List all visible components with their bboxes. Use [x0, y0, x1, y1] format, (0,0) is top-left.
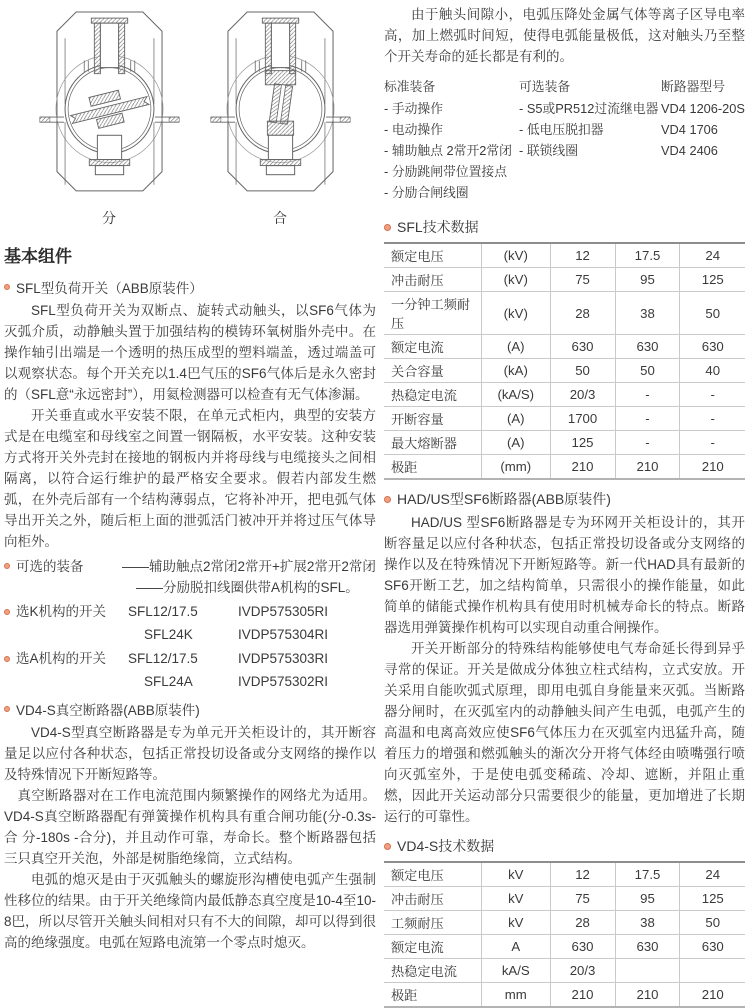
had-breaker-heading-label: HAD/US型SF6断路器(ABB原装件): [397, 491, 611, 507]
table-cell: (kA): [481, 359, 550, 383]
table-cell: 95: [615, 268, 680, 292]
table-cell: 210: [701, 459, 724, 474]
had-breaker-heading: [384, 489, 745, 509]
vd4-table-title: [384, 836, 745, 856]
switch-closed-figure: [203, 8, 358, 228]
diagram-closed-label: 合: [273, 210, 288, 226]
table-cell: 75: [550, 887, 615, 911]
table-cell: 最大熔断器: [384, 431, 481, 455]
table-cell: kV: [481, 862, 550, 887]
vd4-paragraph-3: 电弧的熄灭是由于灭弧触头的螺旋形沟槽使电弧产生强制性移位的结果。由于开关绝缘筒内最低静态真空度是10-4至10-8巴，所以尽管开关触头间相对只有不大的间隙，却可以得到很高的绝缘强度。电弧在短路电流第一个零点时熄灭。: [4, 872, 377, 950]
table-cell: 630: [550, 335, 615, 359]
had-paragraph-1: HAD/US 型SF6断路器是专为环网开关柜设计的，其开断容量足以应付各种状态，包括正常投切设备或分支网络的操作以及在特殊情况下开断短路等。新一代HAD具有最新的SF6开断工艺，加之结构简单，只需很小的操作能量，如此简单的储能式操作机构具有使用时机械寿命长的特点。断路器选用弹簧操作机构可以实现自动重合闸操作。: [384, 515, 745, 635]
table-cell: 极距: [384, 983, 481, 1008]
table-cell: 20/3: [550, 959, 615, 983]
optional-equipment-line-2: ——分励脱扣线圈供带A机构的SFL。: [136, 580, 359, 595]
table-cell: mm: [481, 983, 550, 1008]
table-cell: 40: [680, 359, 745, 383]
vd4-table-title-label: VD4-S技术数据: [397, 838, 495, 854]
table-cell: 630: [550, 935, 615, 959]
a-mechanism-model-1: SFL12/17.5: [128, 651, 198, 666]
list-item: - 联锁线圈: [519, 143, 579, 158]
table-cell: -: [615, 431, 680, 455]
table-cell: 125: [550, 431, 615, 455]
had-paragraph-2: 开关开断部分的特殊结构能够使电气寿命延长得到异乎寻常的保证。开关是做成分体独立柱式结构，立式安放。开关采用自能吹弧式原理，即用电弧自身能量来灭弧。当断路器分闸时，在灭弧室内的动静触头间产生电弧，电弧产生的高温和电离高效应使SF6气体压力在灭弧室内迅猛升高，随着压力的增强和燃弧触头的渐次分开将气体经由喷嘴强行喷向灭弧室外，于是使电弧变稀疏、冷却、遮断，并阻止重燃，因此开关运动部分只需要很少的能量，更加增进了长期运行的可靠性。: [384, 641, 745, 824]
table-cell: [615, 959, 680, 983]
table-cell: 额定电流: [384, 935, 481, 959]
table-cell: 630: [615, 935, 680, 959]
table-cell: 工频耐压: [384, 911, 481, 935]
table-cell: kA/S: [481, 959, 550, 983]
optional-equipment-line-1: ——辅助触点2常闭2常开+扩展2常开2常闭: [122, 559, 376, 574]
table-cell: 125: [680, 887, 745, 911]
table-cell: 630: [615, 335, 680, 359]
table-cell: 210: [550, 983, 615, 1008]
bullet-icon: [4, 284, 10, 290]
table-row: [384, 292, 745, 335]
sfl-switch-heading: [4, 277, 376, 297]
vd4-paragraph-1: VD4-S型真空断路器是专为单元开关柜设计的，其开断容量足以应付各种状态，包括正常投切设备或分支网络的操作以及特殊情况下开断短路等。: [4, 725, 376, 782]
table-cell: (A): [481, 407, 550, 431]
a-mechanism-model-2: SFL24A: [144, 674, 193, 689]
table-cell: 50: [550, 359, 615, 383]
list-item: VD4 2406: [661, 143, 718, 158]
table-row: [384, 887, 745, 911]
right-column: [384, 0, 745, 1008]
table-row: [384, 431, 745, 455]
sfl-table-title: [384, 217, 745, 237]
table-row: [384, 268, 745, 292]
table-cell: 极距: [384, 455, 481, 480]
breaker-model-list: [661, 76, 745, 203]
table-row: [384, 383, 745, 407]
table-cell: kV: [481, 911, 550, 935]
table-cell: (kV): [481, 268, 550, 292]
table-cell: 12: [550, 862, 615, 887]
table-cell: 12: [550, 243, 615, 268]
list-item: - 电动操作: [384, 122, 444, 137]
table-cell: 17.5: [615, 862, 680, 887]
k-mechanism-model-2: SFL24K: [144, 627, 193, 642]
table-row: [384, 407, 745, 431]
list-item: - 分励合闸线圈: [384, 185, 469, 200]
a-mechanism-code-2: IVDP575302RI: [238, 674, 329, 689]
optional-equipment-list: [519, 76, 661, 203]
table-cell: 50: [680, 911, 745, 935]
table-cell: 冲击耐压: [384, 268, 481, 292]
table-row: [384, 935, 745, 959]
table-cell: 24: [680, 862, 745, 887]
left-column: [4, 0, 376, 953]
optional-equipment-title: 可选装备: [519, 79, 571, 94]
section-heading-basic-components: 基本组件: [4, 247, 72, 266]
k-mechanism-code-2: IVDP575304RI: [238, 627, 329, 642]
table-cell: 开断容量: [384, 407, 481, 431]
bullet-icon: [4, 609, 10, 615]
k-mechanism-model-1: SFL12/17.5: [128, 604, 198, 619]
table-cell: kV: [481, 887, 550, 911]
vd4-breaker-heading-label: VD4-S真空断路器(ABB原装件): [16, 703, 200, 718]
list-item: VD4 1706: [661, 122, 718, 137]
k-mechanism-label: 选K机构的开关: [16, 604, 107, 619]
equipment-lists: [384, 76, 745, 203]
table-cell: 热稳定电流: [384, 959, 481, 983]
list-item: - 辅助触点 2常开2常闭: [384, 143, 512, 158]
table-cell: 17.5: [615, 243, 680, 268]
list-item: - 低电压脱扣器: [519, 122, 604, 137]
list-item: - 分励跳闸带位置接点: [384, 164, 507, 179]
optional-equipment-label: 可选的装备: [16, 559, 84, 574]
table-cell: 125: [680, 268, 745, 292]
list-item: - S5或PR512过流继电器: [519, 101, 659, 116]
table-cell: 一分钟工频耐压: [384, 292, 481, 335]
table-cell: 冲击耐压: [384, 887, 481, 911]
intro-paragraph: 由于触头间隙小，电弧压降处金属气体等离子区导电率高，加上燃弧时间短，使得电弧能量极低，这对触头乃至整个开关寿命的延长都是有利的。: [384, 7, 745, 64]
table-cell: A: [481, 935, 550, 959]
table-cell: 1700: [550, 407, 615, 431]
standard-equipment-list: [384, 76, 519, 203]
table-cell: 关合容量: [384, 359, 481, 383]
table-cell: 50: [680, 292, 745, 335]
switch-closed-diagram: [203, 8, 358, 206]
table-cell: 额定电压: [384, 862, 481, 887]
table-cell: -: [680, 383, 745, 407]
breaker-model-title: 断路器型号: [661, 79, 725, 94]
table-cell: -: [615, 407, 680, 431]
switch-open-figure: [32, 8, 187, 228]
table-row: [384, 243, 745, 268]
table-row: [384, 335, 745, 359]
switch-open-diagram: [32, 8, 187, 206]
diagram-open-label: 分: [102, 210, 117, 226]
table-cell: 24: [680, 243, 745, 268]
table-cell: 额定电压: [384, 243, 481, 268]
bullet-icon: [384, 843, 391, 850]
bullet-icon: [384, 224, 391, 231]
sfl-tech-table: [384, 242, 745, 480]
table-cell: (kV): [481, 292, 550, 335]
table-cell: 50: [615, 359, 680, 383]
table-cell: 38: [615, 911, 680, 935]
sfl-paragraph-2: 开关垂直或水平安装不限，在单元式柜内，典型的安装方式是在电缆室和母线室之间置一钢隔板，水平安装。这种安装方式将开关外壳封在接地的钢板内并将母线与电缆接头之间相隔离，以符合运行维护的最严格安全要求。假若内部发生燃弧，在外壳后部有一个结构薄弱点，它将补冲开，把电弧气体导出开关之外，随后柜上面的泄弧活门被冲开并将过压气体导向柜外。: [4, 408, 376, 549]
table-row: [384, 959, 745, 983]
sfl-table-title-label: SFL技术数据: [397, 219, 479, 235]
table-cell: 38: [615, 292, 680, 335]
table-cell: 210: [701, 987, 724, 1002]
k-mechanism-code-1: IVDP575305RI: [238, 604, 329, 619]
table-cell: [680, 959, 745, 983]
table-cell: 210: [615, 983, 680, 1008]
table-row: [384, 983, 745, 1008]
a-mechanism-label: 选A机构的开关: [16, 651, 107, 666]
table-cell: 630: [680, 335, 745, 359]
table-cell: (A): [481, 431, 550, 455]
table-cell: 28: [550, 911, 615, 935]
table-row: [384, 911, 745, 935]
table-cell: 热稳定电流: [384, 383, 481, 407]
table-cell: 75: [550, 268, 615, 292]
bullet-icon: [384, 496, 391, 503]
table-row: [384, 359, 745, 383]
standard-equipment-title: 标准装备: [384, 79, 436, 94]
vd4-paragraph-2: 真空断路器对在工作电流范围内频繁操作的网络尤为适用。VD4-S真空断路器配有弹簧操作机构具有重合闸功能(分-0.3s-合 分-180s -合分)，并且动作可靠，寿命长。整个断路器包括三只真空开关泡，外部是树脂绝缘筒，立式结构。: [4, 788, 376, 866]
sfl-switch-heading-label: SFL型负荷开关（ABB原装件）: [16, 281, 203, 296]
a-mechanism-code-1: IVDP575303RI: [238, 651, 329, 666]
bullet-icon: [4, 563, 10, 569]
table-cell: (mm): [481, 455, 550, 480]
table-row: [384, 455, 745, 480]
bullet-icon: [4, 706, 10, 712]
list-item: VD4 1206-20S: [661, 101, 745, 116]
vd4-tech-table: [384, 861, 745, 1008]
table-cell: 210: [615, 455, 680, 480]
switch-diagrams: [4, 8, 376, 228]
optional-equipment-block: [4, 556, 376, 598]
table-cell: 95: [615, 887, 680, 911]
table-cell: 额定电流: [384, 335, 481, 359]
sfl-paragraph-1: SFL型负荷开关为双断点、旋转式动触头，以SF6气体为灭弧介质，动静触头置于加强结构的模铸环氧树脂外壳中。在操作轴引出端是一个透明的热压成型的塑料端盖，透过端盖可以观察状态。每个开关充以1.4巴气压的SF6气体后是永久密封的（SFL意“永远密封”），用氦检测器可以检查有无气体渗漏。: [4, 303, 376, 402]
table-row: [384, 862, 745, 887]
bullet-icon: [4, 656, 10, 662]
table-cell: 210: [550, 455, 615, 480]
table-cell: -: [680, 407, 745, 431]
vd4-breaker-heading: [4, 699, 376, 719]
table-cell: -: [680, 431, 745, 455]
a-mechanism-block: [4, 647, 376, 693]
table-cell: 630: [680, 935, 745, 959]
k-mechanism-block: [4, 600, 376, 646]
table-cell: (kV): [481, 243, 550, 268]
table-cell: (kA/S): [481, 383, 550, 407]
table-cell: (A): [481, 335, 550, 359]
list-item: - 手动操作: [384, 101, 444, 116]
table-cell: -: [615, 383, 680, 407]
table-cell: 20/3: [550, 383, 615, 407]
table-cell: 28: [550, 292, 615, 335]
